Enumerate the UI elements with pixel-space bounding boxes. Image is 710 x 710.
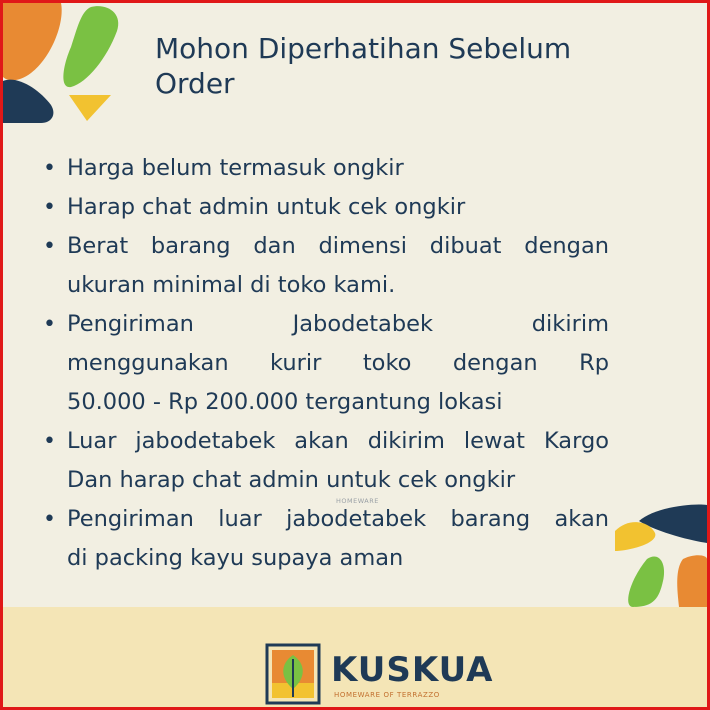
note-line: di packing kayu supaya aman	[67, 545, 404, 571]
kuskua-logo-icon	[265, 643, 321, 705]
green-shape-top-left	[63, 6, 118, 87]
note-line: Dan harap chat admin untuk cek ongkir	[67, 467, 516, 493]
bullet-icon: •	[43, 195, 56, 220]
brand-tagline: HOMEWARE OF TERRAZZO	[334, 691, 440, 699]
watermark-text: HOMEWARE	[336, 497, 379, 505]
note-line: Harga belum termasuk ongkir	[67, 155, 404, 181]
list-item	[41, 500, 609, 578]
bullet-icon: •	[43, 156, 56, 181]
bullet-icon: •	[43, 234, 56, 259]
note-line: menggunakan kurir toko dengan Rp	[67, 350, 609, 376]
note-line: 50.000 - Rp 200.000 tergantung lokasi	[67, 389, 503, 415]
yellow-shape-right	[615, 522, 655, 551]
note-line: Pengiriman luar jabodetabek barang akan	[67, 506, 609, 532]
orange-shape-top-left	[3, 3, 62, 80]
notes-list	[41, 149, 609, 578]
brand-name: KUSKUA	[331, 650, 494, 690]
green-shape-right	[628, 556, 664, 607]
yellow-shape-top-left	[69, 95, 111, 121]
note-line: Harap chat admin untuk cek ongkir	[67, 194, 466, 220]
note-line: Berat barang dan dimensi dibuat dengan	[67, 233, 609, 259]
note-line: ukuran minimal di toko kami.	[67, 272, 396, 298]
list-item	[41, 227, 609, 305]
orange-shape-right	[677, 555, 707, 607]
bullet-icon: •	[43, 312, 56, 337]
list-item	[41, 188, 609, 227]
note-line: Pengiriman Jabodetabek dikirim	[67, 311, 609, 337]
list-item	[41, 422, 609, 500]
list-item	[41, 305, 609, 422]
title-line: Mohon Diperhatihan Sebelum	[155, 32, 572, 65]
note-line: Luar jabodetabek akan dikirim lewat Kargo	[67, 428, 609, 454]
navy-shape-top-left	[3, 80, 53, 123]
title-line: Order	[155, 67, 235, 100]
page-title	[155, 31, 655, 101]
bullet-icon: •	[43, 429, 56, 454]
bullet-icon: •	[43, 507, 56, 532]
list-item	[41, 149, 609, 188]
